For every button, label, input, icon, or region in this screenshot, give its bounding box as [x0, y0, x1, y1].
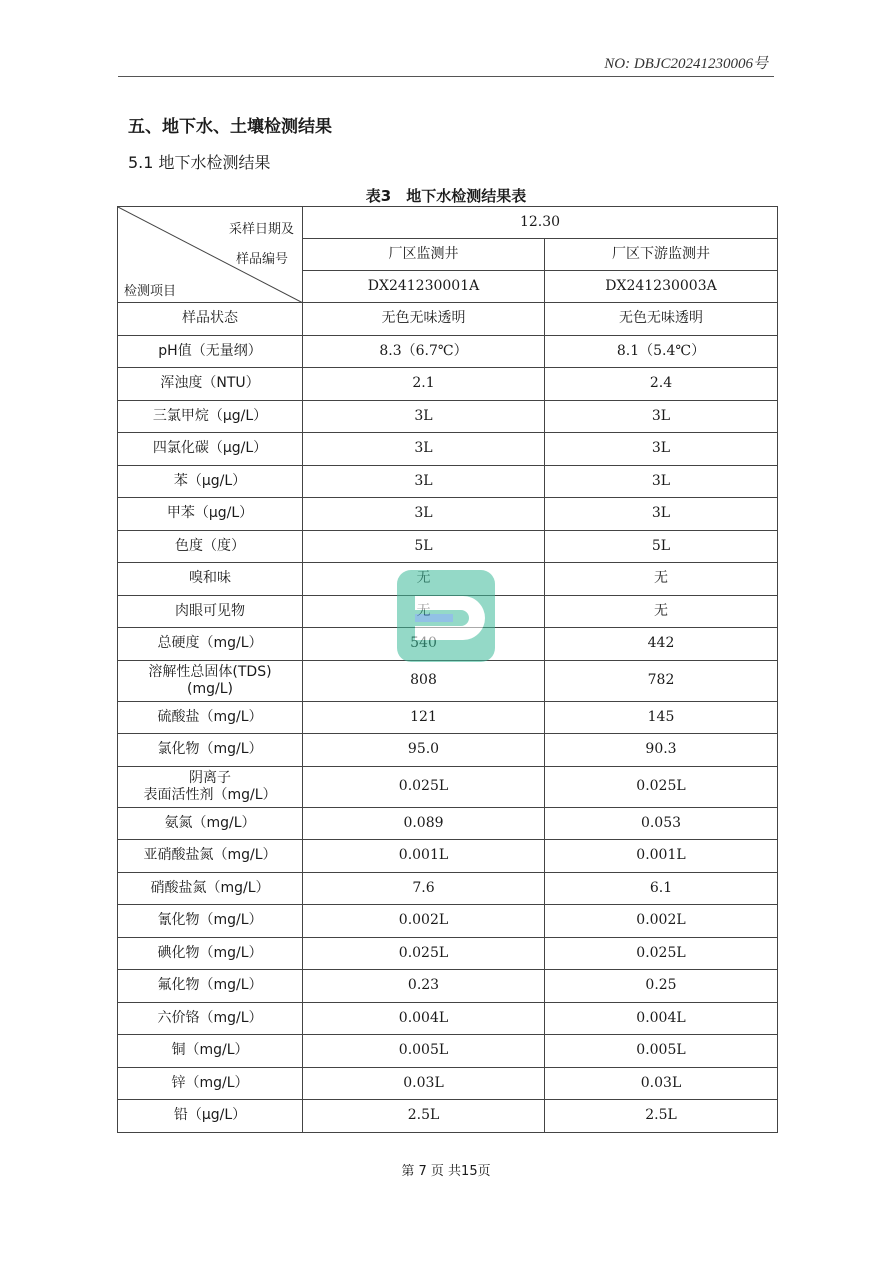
- table-row: [118, 1035, 778, 1068]
- item-name-cell: 浑浊度（NTU）: [118, 368, 303, 401]
- table-row: [118, 970, 778, 1003]
- value-cell-well-2: 0.005L: [545, 1035, 778, 1068]
- corner-label-item: 检测项目: [124, 284, 177, 299]
- value-cell-well-2: 782: [545, 660, 778, 701]
- value-cell-well-1: 0.002L: [303, 905, 545, 938]
- value-cell-well-2: 3L: [545, 400, 778, 433]
- logo-bar: [415, 614, 453, 622]
- sampling-date-cell: 12.30: [303, 207, 778, 239]
- item-name-cell: 嗅和味: [118, 563, 303, 596]
- table-row: [118, 840, 778, 873]
- item-name-cell: 六价铬（mg/L）: [118, 1002, 303, 1035]
- item-name-cell: 样品状态: [118, 303, 303, 336]
- item-name-cell: 肉眼可见物: [118, 595, 303, 628]
- value-cell-well-2: 2.5L: [545, 1100, 778, 1133]
- value-cell-well-2: 0.03L: [545, 1067, 778, 1100]
- table-row: [118, 905, 778, 938]
- table-row: [118, 400, 778, 433]
- item-name-cell: 总硬度（mg/L）: [118, 628, 303, 661]
- value-cell-well-2: 90.3: [545, 734, 778, 767]
- value-cell-well-2: 8.1（5.4℃）: [545, 335, 778, 368]
- table-row: [118, 465, 778, 498]
- item-name-cell: 碘化物（mg/L）: [118, 937, 303, 970]
- item-name-cell: 溶解性总固体(TDS) (mg/L): [118, 660, 303, 701]
- value-cell-well-1: 95.0: [303, 734, 545, 767]
- value-cell-well-2: 0.025L: [545, 766, 778, 807]
- table-row: [118, 872, 778, 905]
- table-row: [118, 734, 778, 767]
- table-row: [118, 937, 778, 970]
- item-name-cell: 硫酸盐（mg/L）: [118, 701, 303, 734]
- table-row: [118, 433, 778, 466]
- corner-label-sample-id: 样品编号: [235, 252, 288, 267]
- location-header-2: 厂区下游监测井: [545, 239, 778, 271]
- corner-label-date: 采样日期及: [228, 222, 294, 237]
- value-cell-well-2: 442: [545, 628, 778, 661]
- value-cell-well-1: 0.001L: [303, 840, 545, 873]
- item-name-cell: 硝酸盐氮（mg/L）: [118, 872, 303, 905]
- value-cell-well-1: 0.025L: [303, 937, 545, 970]
- item-name-cell: 三氯甲烷（μg/L）: [118, 400, 303, 433]
- value-cell-well-2: 3L: [545, 433, 778, 466]
- corner-header-cell: [118, 207, 303, 303]
- item-name-cell: pH值（无量纲）: [118, 335, 303, 368]
- sample-id-2: DX241230003A: [545, 271, 778, 303]
- value-cell-well-2: 6.1: [545, 872, 778, 905]
- value-cell-well-2: 无: [545, 595, 778, 628]
- company-logo-watermark: [393, 566, 499, 666]
- table-row: [118, 766, 778, 807]
- value-cell-well-2: 无色无味透明: [545, 303, 778, 336]
- table-row: [118, 303, 778, 336]
- item-name-cell: 阴离子 表面活性剂（mg/L）: [118, 766, 303, 807]
- value-cell-well-1: 5L: [303, 530, 545, 563]
- table-caption: 表3 地下水检测结果表: [365, 187, 527, 205]
- value-cell-well-1: 0.23: [303, 970, 545, 1003]
- item-name-cell: 铜（mg/L）: [118, 1035, 303, 1068]
- table-row: [118, 807, 778, 840]
- value-cell-well-2: 0.25: [545, 970, 778, 1003]
- value-cell-well-1: 无色无味透明: [303, 303, 545, 336]
- table-row: [118, 1002, 778, 1035]
- value-cell-well-1: 808: [303, 660, 545, 701]
- table-row: [118, 660, 778, 701]
- item-name-cell: 锌（mg/L）: [118, 1067, 303, 1100]
- item-name-cell: 四氯化碳（μg/L）: [118, 433, 303, 466]
- item-name-cell: 氨氮（mg/L）: [118, 807, 303, 840]
- value-cell-well-1: 7.6: [303, 872, 545, 905]
- sample-id-1: DX241230001A: [303, 271, 545, 303]
- value-cell-well-1: 0.03L: [303, 1067, 545, 1100]
- value-cell-well-2: 145: [545, 701, 778, 734]
- value-cell-well-1: 0.005L: [303, 1035, 545, 1068]
- value-cell-well-1: 0.025L: [303, 766, 545, 807]
- item-name-cell: 氰化物（mg/L）: [118, 905, 303, 938]
- value-cell-well-1: 3L: [303, 433, 545, 466]
- value-cell-well-2: 0.053: [545, 807, 778, 840]
- value-cell-well-2: 0.004L: [545, 1002, 778, 1035]
- item-name-cell: 亚硝酸盐氮（mg/L）: [118, 840, 303, 873]
- header-divider: [118, 76, 774, 77]
- value-cell-well-1: 121: [303, 701, 545, 734]
- page-footer: 第 7 页 共15页: [401, 1164, 491, 1179]
- value-cell-well-1: 0.089: [303, 807, 545, 840]
- table-row: [118, 335, 778, 368]
- value-cell-well-2: 5L: [545, 530, 778, 563]
- table-row: [118, 1100, 778, 1133]
- header-row-date: [118, 207, 778, 239]
- value-cell-well-2: 3L: [545, 498, 778, 531]
- value-cell-well-2: 无: [545, 563, 778, 596]
- item-name-cell: 铅（μg/L）: [118, 1100, 303, 1133]
- table-row: [118, 498, 778, 531]
- location-header-1: 厂区监测井: [303, 239, 545, 271]
- item-name-cell: 氟化物（mg/L）: [118, 970, 303, 1003]
- report-number: NO: DBJC20241230006号: [604, 56, 768, 72]
- value-cell-well-2: 0.002L: [545, 905, 778, 938]
- table-row: [118, 1067, 778, 1100]
- value-cell-well-2: 2.4: [545, 368, 778, 401]
- item-name-cell: 苯（μg/L）: [118, 465, 303, 498]
- value-cell-well-1: 3L: [303, 400, 545, 433]
- value-cell-well-2: 0.025L: [545, 937, 778, 970]
- table-row: [118, 368, 778, 401]
- value-cell-well-1: 0.004L: [303, 1002, 545, 1035]
- groundwater-results-table: [117, 206, 778, 1133]
- table-row: [118, 530, 778, 563]
- value-cell-well-1: 2.1: [303, 368, 545, 401]
- value-cell-well-2: 3L: [545, 465, 778, 498]
- value-cell-well-1: 2.5L: [303, 1100, 545, 1133]
- value-cell-well-1: 8.3（6.7℃）: [303, 335, 545, 368]
- value-cell-well-2: 0.001L: [545, 840, 778, 873]
- table-row: [118, 701, 778, 734]
- subsection-title: 5.1 地下水检测结果: [128, 153, 271, 172]
- item-name-cell: 甲苯（μg/L）: [118, 498, 303, 531]
- section-title: 五、地下水、土壤检测结果: [128, 117, 332, 137]
- item-name-cell: 氯化物（mg/L）: [118, 734, 303, 767]
- value-cell-well-1: 3L: [303, 465, 545, 498]
- value-cell-well-1: 3L: [303, 498, 545, 531]
- item-name-cell: 色度（度）: [118, 530, 303, 563]
